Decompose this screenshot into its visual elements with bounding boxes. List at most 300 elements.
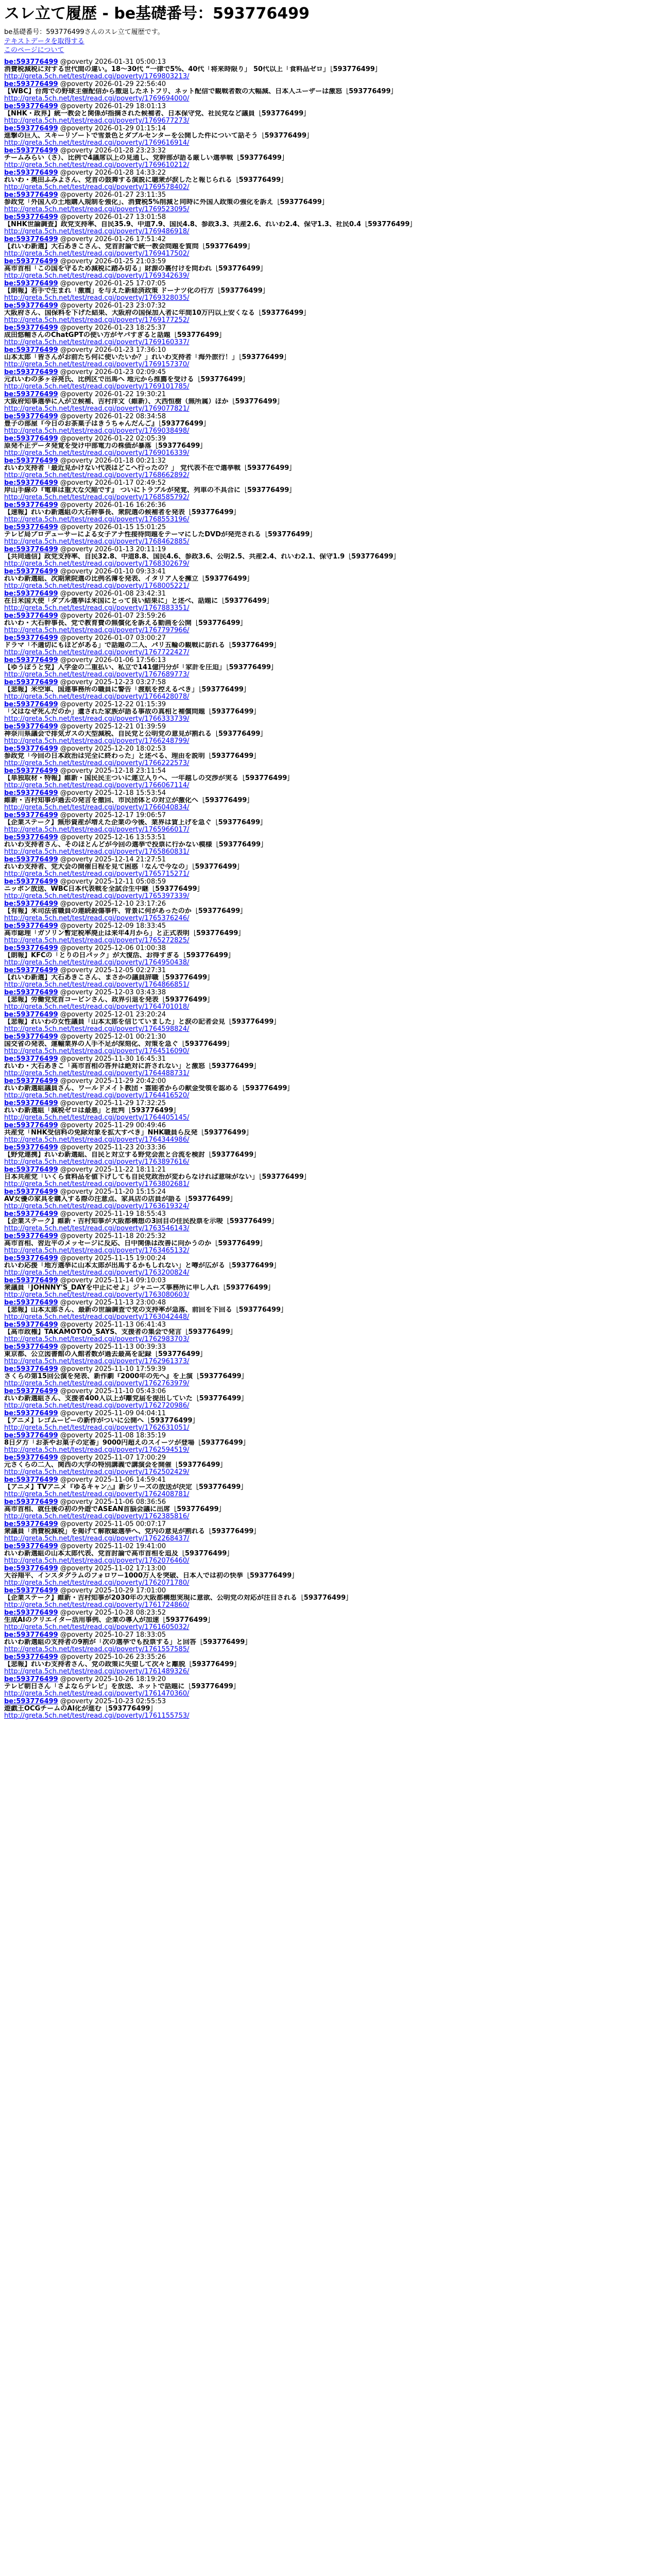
be-id-link[interactable]: be:593776499 <box>4 635 58 642</box>
thread-url-link[interactable]: http://greta.5ch.net/test/read.cgi/poverty/1765376246/ <box>4 914 190 922</box>
be-id-link[interactable]: be:593776499 <box>4 1521 58 1528</box>
be-id-link[interactable]: be:593776499 <box>4 125 58 132</box>
be-id-link[interactable]: be:593776499 <box>4 546 58 553</box>
be-id-link[interactable]: be:593776499 <box>4 1211 58 1218</box>
thread-url-link[interactable]: http://greta.5ch.net/test/read.cgi/poverty/1763619324/ <box>4 1202 190 1210</box>
board-name: @poverty <box>60 1166 93 1174</box>
thread-title: れいわ応援「地方選挙に山本太郎が出馬するかもしれない」と噂が広がる［593776499］ <box>4 1262 281 1269</box>
thread-url-link[interactable]: http://greta.5ch.net/test/read.cgi/poverty/1766333739/ <box>4 715 190 723</box>
thread-url-link[interactable]: http://greta.5ch.net/test/read.cgi/poverty/1764416520/ <box>4 1092 190 1099</box>
be-id-link[interactable]: be:593776499 <box>4 147 58 155</box>
be-id-link[interactable]: be:593776499 <box>4 325 58 332</box>
post-date: 2025-12-14 21:27:51 <box>95 856 166 863</box>
board-name: @poverty <box>60 1676 93 1683</box>
thread-entry <box>4 856 649 878</box>
thread-entry <box>4 1477 649 1499</box>
be-id-link[interactable]: be:593776499 <box>4 413 58 420</box>
post-date: 2026-01-18 00:21:32 <box>95 457 166 465</box>
be-id-link[interactable]: be:593776499 <box>4 1166 58 1174</box>
post-date: 2025-10-28 08:23:52 <box>95 1609 166 1617</box>
entry-header <box>4 1166 649 1174</box>
entry-header <box>4 878 649 886</box>
be-id-link[interactable]: be:593776499 <box>4 1056 58 1063</box>
thread-entry <box>4 125 649 147</box>
thread-title: れいわ支持者「最近見かけない代表はどこへ行ったの？」 党代表不在で選挙戦［593776499］ <box>4 465 296 472</box>
thread-entry <box>4 1632 649 1654</box>
thread-entry <box>4 1499 649 1521</box>
thread-url-link[interactable]: http://greta.5ch.net/test/read.cgi/poverty/1762385816/ <box>4 1513 190 1520</box>
post-date: 2025-11-22 18:11:21 <box>95 1166 166 1174</box>
be-id-link[interactable]: be:593776499 <box>4 768 58 775</box>
be-id-link[interactable]: be:593776499 <box>4 901 58 908</box>
thread-title: 高市総理「ガソリン暫定税率廃止は来年4月から」と正式表明［593776499］ <box>4 930 245 937</box>
entry-header <box>4 901 649 908</box>
thread-url-link[interactable]: http://greta.5ch.net/test/read.cgi/poverty/1762983703/ <box>4 1335 190 1343</box>
board-name: @poverty <box>60 59 93 66</box>
entry-header <box>4 1676 649 1683</box>
thread-url-link[interactable]: http://greta.5ch.net/test/read.cgi/poverty/1769101785/ <box>4 383 190 391</box>
thread-url-link[interactable]: http://greta.5ch.net/test/read.cgi/poverty/1761489326/ <box>4 1668 190 1675</box>
be-id-link[interactable]: be:593776499 <box>4 81 58 88</box>
thread-entry <box>4 524 649 546</box>
thread-url-link[interactable]: http://greta.5ch.net/test/read.cgi/poverty/1769016339/ <box>4 449 190 457</box>
thread-entry <box>4 878 649 901</box>
entry-header <box>4 1587 649 1595</box>
thread-entry <box>4 1676 649 1698</box>
thread-url-link[interactable]: http://greta.5ch.net/test/read.cgi/poverty/1766222573/ <box>4 759 190 767</box>
be-id-link[interactable]: be:593776499 <box>4 480 58 487</box>
thread-url-link[interactable]: http://greta.5ch.net/test/read.cgi/poverty/1761155753/ <box>4 1712 190 1720</box>
board-name: @poverty <box>60 590 93 598</box>
thread-url-link[interactable]: http://greta.5ch.net/test/read.cgi/poverty/1763802681/ <box>4 1180 190 1188</box>
be-id-link[interactable]: be:593776499 <box>4 878 58 886</box>
be-id-link[interactable]: be:593776499 <box>4 1632 58 1639</box>
be-id-link[interactable]: be:593776499 <box>4 989 58 996</box>
thread-url-link[interactable]: http://greta.5ch.net/test/read.cgi/poverty/1768005221/ <box>4 582 190 590</box>
thread-entry <box>4 170 649 192</box>
be-id-link[interactable]: be:593776499 <box>4 302 58 310</box>
entry-header <box>4 258 649 265</box>
be-id-link[interactable]: be:593776499 <box>4 1543 58 1550</box>
thread-url-link[interactable]: http://greta.5ch.net/test/read.cgi/poverty/1763042448/ <box>4 1313 190 1321</box>
thread-url-link[interactable]: http://greta.5ch.net/test/read.cgi/poverty/1764405145/ <box>4 1114 190 1122</box>
be-id-link[interactable]: be:593776499 <box>4 1189 58 1196</box>
thread-title: AV女優の家具を購入する際の注意点、家具店の店員が語る［593776499］ <box>4 1196 237 1203</box>
board-name: @poverty <box>60 657 93 664</box>
post-date: 2025-11-20 15:15:24 <box>95 1189 166 1196</box>
board-name: @poverty <box>60 945 93 952</box>
thread-title: チームみらい（さ）、比例で4議席以上の見通し、党幹部が語る厳しい選挙戦［593776499］ <box>4 155 288 162</box>
be-id-link[interactable]: be:593776499 <box>4 1654 58 1661</box>
post-date: 2025-12-09 18:33:45 <box>95 923 166 930</box>
entry-header <box>4 1144 649 1151</box>
thread-url-link[interactable]: http://greta.5ch.net/test/read.cgi/poverty/1764344986/ <box>4 1136 190 1144</box>
post-date: 2025-12-23 03:27:58 <box>95 679 166 686</box>
board-name: @poverty <box>60 1100 93 1107</box>
entry-header <box>4 1454 649 1462</box>
thread-entry <box>4 1698 649 1720</box>
thread-title: 【悲報】れいわ支持者さん、党の政策に失望して次々と離脱［593776499］ <box>4 1661 241 1668</box>
intro-links <box>4 37 649 55</box>
be-id-link[interactable]: be:593776499 <box>4 856 58 863</box>
thread-url-link[interactable]: http://greta.5ch.net/test/read.cgi/poverty/1762763979/ <box>4 1380 190 1387</box>
be-id-link[interactable]: be:593776499 <box>4 679 58 686</box>
entry-header <box>4 1432 649 1439</box>
entry-header <box>4 1189 649 1196</box>
thread-url-link[interactable]: http://greta.5ch.net/test/read.cgi/poverty/1765272825/ <box>4 937 190 944</box>
thread-entry <box>4 1321 649 1344</box>
thread-url-link[interactable]: http://greta.5ch.net/test/read.cgi/poverty/1762071780/ <box>4 1579 190 1587</box>
thread-url-link[interactable]: http://greta.5ch.net/test/read.cgi/poverty/1765860831/ <box>4 848 190 856</box>
entry-header <box>4 1499 649 1506</box>
post-date: 2026-01-23 02:09:45 <box>95 369 166 376</box>
board-name: @poverty <box>60 1609 93 1617</box>
be-id-link[interactable]: be:593776499 <box>4 967 58 974</box>
thread-entry <box>4 1543 649 1565</box>
be-id-link[interactable]: be:593776499 <box>4 834 58 841</box>
be-id-link[interactable]: be:593776499 <box>4 1344 58 1351</box>
be-id-link[interactable]: be:593776499 <box>4 1033 58 1041</box>
thread-title: 【アニメ】TVアニメ『ゆるキャン△』新シリーズの放送が決定［593776499］ <box>4 1484 248 1491</box>
thread-url-link[interactable]: http://greta.5ch.net/test/read.cgi/poverty/1769177252/ <box>4 316 190 324</box>
be-id-link[interactable]: be:593776499 <box>4 812 58 819</box>
be-id-link[interactable]: be:593776499 <box>4 214 58 221</box>
be-id-link[interactable]: be:593776499 <box>4 280 58 287</box>
thread-entry <box>4 192 649 214</box>
thread-url-link[interactable]: http://greta.5ch.net/test/read.cgi/poverty/1769694000/ <box>4 95 190 103</box>
thread-title: 維新・吉村知事が過去の発言を撤回、市民団体との対立が激化へ［593776499］ <box>4 797 254 804</box>
entry-header <box>4 347 649 354</box>
about-page-link[interactable]: このページについて <box>4 46 64 54</box>
post-date: 2025-12-18 15:53:54 <box>95 790 166 797</box>
be-id-link[interactable]: be:593776499 <box>4 1499 58 1506</box>
thread-url-link[interactable]: http://greta.5ch.net/test/read.cgi/poverty/1766428078/ <box>4 693 190 701</box>
be-id-link[interactable]: be:593776499 <box>4 457 58 465</box>
thread-url-link[interactable]: http://greta.5ch.net/test/read.cgi/poverty/1768553196/ <box>4 516 190 523</box>
be-id-link[interactable]: be:593776499 <box>4 192 58 199</box>
thread-url-link[interactable]: http://greta.5ch.net/test/read.cgi/poverty/1769077821/ <box>4 405 190 413</box>
entry-header <box>4 701 649 708</box>
thread-entry <box>4 147 649 170</box>
thread-title: 【NHK世論調査】政党支持率、自民35.9、中道7.9、国民4.8、参政3.3、共産2.6、れいわ2.4、保守1.3、社民0.4［593776499］ <box>4 221 417 228</box>
thread-entry <box>4 701 649 723</box>
thread-url-link[interactable]: http://greta.5ch.net/test/read.cgi/poverty/1769803213/ <box>4 73 190 80</box>
entry-header <box>4 945 649 952</box>
thread-entry <box>4 413 649 435</box>
entry-header <box>4 768 649 775</box>
be-id-link[interactable]: be:593776499 <box>4 568 58 575</box>
post-date: 2025-11-10 05:43:06 <box>95 1388 166 1395</box>
post-date: 2026-01-25 21:03:59 <box>95 258 166 265</box>
thread-url-link[interactable]: http://greta.5ch.net/test/read.cgi/poverty/1765715271/ <box>4 870 190 878</box>
thread-url-link[interactable]: http://greta.5ch.net/test/read.cgi/poverty/1764598824/ <box>4 1025 190 1033</box>
thread-entry <box>4 1255 649 1277</box>
be-id-link[interactable]: be:593776499 <box>4 1698 58 1705</box>
entry-header <box>4 1698 649 1705</box>
be-id-link[interactable]: be:593776499 <box>4 701 58 708</box>
board-name: @poverty <box>60 1654 93 1661</box>
thread-title: 成田悠輔さんのChatGPTの使い方がヤバすぎると話題［593776499］ <box>4 332 226 339</box>
thread-entry <box>4 457 649 480</box>
post-date: 2026-01-28 14:33:22 <box>95 170 166 177</box>
post-date: 2025-12-18 23:11:54 <box>95 768 166 775</box>
thread-url-link[interactable]: http://greta.5ch.net/test/read.cgi/poverty/1762076460/ <box>4 1557 190 1565</box>
thread-url-link[interactable]: http://greta.5ch.net/test/read.cgi/poverty/1767883351/ <box>4 604 190 612</box>
thread-entry <box>4 1299 649 1321</box>
be-id-link[interactable]: be:593776499 <box>4 790 58 797</box>
be-id-link[interactable]: be:593776499 <box>4 103 58 110</box>
entry-header <box>4 679 649 686</box>
thread-title: 【単独取材・特報】維新・国民民主ついに連立入りへ、一年越しの交渉が実る［593776499］ <box>4 775 294 782</box>
post-date: 2026-01-25 17:07:05 <box>95 280 166 287</box>
post-date: 2026-01-29 18:01:13 <box>95 103 166 110</box>
be-id-link[interactable]: be:593776499 <box>4 1233 58 1240</box>
thread-url-link[interactable]: http://greta.5ch.net/test/read.cgi/poverty/1766248799/ <box>4 737 190 745</box>
be-id-link[interactable]: be:593776499 <box>4 170 58 177</box>
entry-header <box>4 745 649 753</box>
thread-url-link[interactable]: http://greta.5ch.net/test/read.cgi/poverty/1762408781/ <box>4 1490 190 1498</box>
board-name: @poverty <box>60 923 93 930</box>
thread-title: 【速報】れいわ新選組の大石幹事長、衆院選の候補者を発表［593776499］ <box>4 509 240 516</box>
be-id-link[interactable]: be:593776499 <box>4 524 58 531</box>
post-date: 2025-12-20 18:02:53 <box>95 745 166 753</box>
entry-header <box>4 1609 649 1617</box>
thread-title: テレビ局プロデューサーによる女子アナ性接待問題をテーマにしたDVDが発売される［593776499］ <box>4 531 317 538</box>
post-date: 2025-12-05 02:27:31 <box>95 967 166 974</box>
thread-url-link[interactable]: http://greta.5ch.net/test/read.cgi/poverty/1763546143/ <box>4 1225 190 1232</box>
thread-url-link[interactable]: http://greta.5ch.net/test/read.cgi/poverty/1764488731/ <box>4 1070 190 1077</box>
be-id-link[interactable]: be:593776499 <box>4 1299 58 1307</box>
thread-title: 【朗報】KFCの「とりの日パック」が大復活、お得すぎる［593776499］ <box>4 952 235 959</box>
thread-url-link[interactable]: http://greta.5ch.net/test/read.cgi/poverty/1761605032/ <box>4 1623 190 1631</box>
thread-url-link[interactable]: http://greta.5ch.net/test/read.cgi/poverty/1769157370/ <box>4 361 190 368</box>
thread-entry <box>4 1078 649 1100</box>
entry-header <box>4 723 649 731</box>
entry-header <box>4 1033 649 1041</box>
entry-header <box>4 435 649 443</box>
thread-title: 【悲報】山本太郎さん、最新の世論調査で党の支持率が急落、前回を下回る［593776499］ <box>4 1307 288 1314</box>
thread-entry <box>4 1366 649 1388</box>
thread-url-link[interactable]: http://greta.5ch.net/test/read.cgi/poverty/1769160337/ <box>4 338 190 346</box>
entry-header <box>4 325 649 332</box>
get-text-data-link[interactable]: テキストデータを取得する <box>4 38 84 45</box>
be-id-link[interactable]: be:593776499 <box>4 502 58 509</box>
thread-title: れいわ新選組、次期衆院選の比例名簿を発表、イタリア人を擁立［593776499］ <box>4 575 254 583</box>
be-id-link[interactable]: be:593776499 <box>4 1277 58 1284</box>
thread-url-link[interactable]: http://greta.5ch.net/test/read.cgi/poverty/1767689773/ <box>4 671 190 679</box>
thread-url-link[interactable]: http://greta.5ch.net/test/read.cgi/poverty/1763200824/ <box>4 1269 190 1277</box>
post-date: 2025-11-13 23:00:48 <box>95 1299 166 1307</box>
be-id-link[interactable]: be:593776499 <box>4 723 58 731</box>
thread-title: れいわ新選組議員さん、ワールドメイト教団・霊能者からの献金受領を認める［593776499］ <box>4 1085 294 1092</box>
be-id-link[interactable]: be:593776499 <box>4 745 58 753</box>
be-id-link[interactable]: be:593776499 <box>4 1144 58 1151</box>
post-date: 2025-11-18 20:25:32 <box>95 1233 166 1240</box>
thread-url-link[interactable]: http://greta.5ch.net/test/read.cgi/poverty/1768585792/ <box>4 494 190 501</box>
thread-entry <box>4 214 649 236</box>
thread-url-link[interactable]: http://greta.5ch.net/test/read.cgi/poverty/1764950438/ <box>4 959 190 967</box>
thread-url-link[interactable]: http://greta.5ch.net/test/read.cgi/poverty/1769342639/ <box>4 272 190 280</box>
thread-url-link[interactable]: http://greta.5ch.net/test/read.cgi/poverty/1761557585/ <box>4 1646 190 1653</box>
be-id-link[interactable]: be:593776499 <box>4 657 58 664</box>
be-id-link[interactable]: be:593776499 <box>4 435 58 443</box>
board-name: @poverty <box>60 1587 93 1595</box>
board-name: @poverty <box>60 834 93 841</box>
post-date: 2025-12-03 03:43:38 <box>95 989 166 996</box>
thread-url-link[interactable]: http://greta.5ch.net/test/read.cgi/poverty/1769616914/ <box>4 139 190 147</box>
board-name: @poverty <box>60 745 93 753</box>
be-id-link[interactable]: be:593776499 <box>4 59 58 66</box>
thread-url-link[interactable]: http://greta.5ch.net/test/read.cgi/poverty/1769578402/ <box>4 183 190 191</box>
board-name: @poverty <box>60 147 93 155</box>
post-date: 2025-11-15 19:00:24 <box>95 1255 166 1262</box>
board-name: @poverty <box>60 568 93 575</box>
post-date: 2026-01-22 02:05:39 <box>95 435 166 443</box>
be-id-link[interactable]: be:593776499 <box>4 1078 58 1085</box>
be-id-link[interactable]: be:593776499 <box>4 1432 58 1439</box>
be-id-link[interactable]: be:593776499 <box>4 1321 58 1329</box>
thread-entry <box>4 1587 649 1609</box>
post-date: 2025-10-27 18:33:05 <box>95 1632 166 1639</box>
entry-header <box>4 369 649 376</box>
board-name: @poverty <box>60 967 93 974</box>
be-id-link[interactable]: be:593776499 <box>4 1255 58 1262</box>
thread-url-link[interactable]: http://greta.5ch.net/test/read.cgi/poverty/1766067114/ <box>4 782 190 789</box>
thread-url-link[interactable]: http://greta.5ch.net/test/read.cgi/poverty/1764866851/ <box>4 981 190 989</box>
be-id-link[interactable]: be:593776499 <box>4 258 58 265</box>
board-name: @poverty <box>60 258 93 265</box>
be-id-link[interactable]: be:593776499 <box>4 1609 58 1617</box>
post-date: 2026-01-06 17:56:13 <box>95 657 166 664</box>
thread-url-link[interactable]: http://greta.5ch.net/test/read.cgi/poverty/1767722427/ <box>4 649 190 656</box>
thread-url-link[interactable]: http://greta.5ch.net/test/read.cgi/poverty/1769610212/ <box>4 161 190 169</box>
thread-entry <box>4 1609 649 1632</box>
post-date: 2025-10-26 18:19:20 <box>95 1676 166 1683</box>
board-name: @poverty <box>60 103 93 110</box>
be-id-link[interactable]: be:593776499 <box>4 1676 58 1683</box>
board-name: @poverty <box>60 1233 93 1240</box>
thread-url-link[interactable]: http://greta.5ch.net/test/read.cgi/poverty/1762268437/ <box>4 1535 190 1543</box>
thread-url-link[interactable]: http://greta.5ch.net/test/read.cgi/poverty/1767797966/ <box>4 626 190 634</box>
entry-header <box>4 856 649 863</box>
board-name: @poverty <box>60 192 93 199</box>
entry-header <box>4 214 649 221</box>
be-id-link[interactable]: be:593776499 <box>4 1011 58 1019</box>
thread-title: 大阪府さん、国保料を下げた結果、大阪府の国保加入者に年間10万円以上安くなる［593776499］ <box>4 310 311 317</box>
be-id-link[interactable]: be:593776499 <box>4 1410 58 1417</box>
thread-title: 【WBC】台湾での野球主催配信から撤退したネトフリ、ネット配信で観戦者数の大幅減、日本人ユーザーは激怒［593776499］ <box>4 88 398 95</box>
board-name: @poverty <box>60 480 93 487</box>
entry-header <box>4 1321 649 1329</box>
be-id-link[interactable]: be:593776499 <box>4 590 58 598</box>
be-id-link[interactable]: be:593776499 <box>4 1100 58 1107</box>
entry-header <box>4 967 649 974</box>
be-id-link[interactable]: be:593776499 <box>4 613 58 620</box>
thread-url-link[interactable]: http://greta.5ch.net/test/read.cgi/poverty/1769038498/ <box>4 427 190 435</box>
be-id-link[interactable]: be:593776499 <box>4 1587 58 1595</box>
thread-url-link[interactable]: http://greta.5ch.net/test/read.cgi/poverty/1769486918/ <box>4 228 190 235</box>
post-date: 2026-01-26 17:51:42 <box>95 236 166 243</box>
entry-header <box>4 1011 649 1019</box>
be-id-link[interactable]: be:593776499 <box>4 1122 58 1129</box>
be-id-link[interactable]: be:593776499 <box>4 347 58 354</box>
post-date: 2025-11-09 04:04:11 <box>95 1410 166 1417</box>
board-name: @poverty <box>60 325 93 332</box>
thread-url-link[interactable]: http://greta.5ch.net/test/read.cgi/poverty/1762961373/ <box>4 1358 190 1365</box>
post-date: 2025-12-17 19:06:57 <box>95 812 166 819</box>
entry-header <box>4 103 649 110</box>
thread-url-link[interactable]: http://greta.5ch.net/test/read.cgi/poverty/1764516090/ <box>4 1047 190 1055</box>
board-name: @poverty <box>60 1499 93 1506</box>
be-id-link[interactable]: be:593776499 <box>4 391 58 398</box>
thread-url-link[interactable]: http://greta.5ch.net/test/read.cgi/poverty/1765966017/ <box>4 826 190 834</box>
be-id-link[interactable]: be:593776499 <box>4 369 58 376</box>
be-id-link[interactable]: be:593776499 <box>4 236 58 243</box>
thread-url-link[interactable]: http://greta.5ch.net/test/read.cgi/poverty/1764701018/ <box>4 1003 190 1011</box>
be-id-link[interactable]: be:593776499 <box>4 1565 58 1572</box>
thread-url-link[interactable]: http://greta.5ch.net/test/read.cgi/poverty/1762502429/ <box>4 1468 190 1476</box>
entry-header <box>4 1078 649 1085</box>
thread-url-link[interactable]: http://greta.5ch.net/test/read.cgi/poverty/1762594519/ <box>4 1446 190 1454</box>
thread-url-link[interactable]: http://greta.5ch.net/test/read.cgi/poverty/1761470360/ <box>4 1690 190 1698</box>
entry-header <box>4 1543 649 1550</box>
thread-url-link[interactable]: http://greta.5ch.net/test/read.cgi/poverty/1765397339/ <box>4 892 190 900</box>
post-date: 2026-01-07 23:59:26 <box>95 613 166 620</box>
post-date: 2026-01-16 16:26:36 <box>95 502 166 509</box>
thread-title: 「父はなぜ死んだのか」遺された家族が語る事故の真相と補償問題［593776499］ <box>4 708 261 716</box>
thread-url-link[interactable]: http://greta.5ch.net/test/read.cgi/poverty/1768302679/ <box>4 560 190 568</box>
be-id-link[interactable]: be:593776499 <box>4 923 58 930</box>
thread-entry <box>4 768 649 790</box>
be-id-link[interactable]: be:593776499 <box>4 1388 58 1395</box>
board-name: @poverty <box>60 1632 93 1639</box>
thread-entry <box>4 1189 649 1211</box>
entry-header <box>4 812 649 819</box>
thread-entry <box>4 1654 649 1676</box>
thread-url-link[interactable]: http://greta.5ch.net/test/read.cgi/poverty/1763465132/ <box>4 1247 190 1255</box>
thread-entry <box>4 59 649 81</box>
thread-url-link[interactable]: http://greta.5ch.net/test/read.cgi/poverty/1769523095/ <box>4 206 190 213</box>
be-id-link[interactable]: be:593776499 <box>4 945 58 952</box>
entry-header <box>4 1299 649 1307</box>
thread-url-link[interactable]: http://greta.5ch.net/test/read.cgi/poverty/1763080603/ <box>4 1291 190 1299</box>
thread-url-link[interactable]: http://greta.5ch.net/test/read.cgi/poverty/1762720986/ <box>4 1402 190 1410</box>
entry-header <box>4 1344 649 1351</box>
be-id-link[interactable]: be:593776499 <box>4 1366 58 1373</box>
be-id-link[interactable]: be:593776499 <box>4 1477 58 1484</box>
thread-url-link[interactable]: http://greta.5ch.net/test/read.cgi/poverty/1769677273/ <box>4 117 190 125</box>
board-name: @poverty <box>60 1432 93 1439</box>
thread-title: 山本太郎「皆さんがお前たち何に使いたいか？」れいわ支持者「海外旅行！」［593776499］ <box>4 354 290 361</box>
thread-url-link[interactable]: http://greta.5ch.net/test/read.cgi/poverty/1769417502/ <box>4 250 190 258</box>
post-date: 2025-10-23 02:55:53 <box>95 1698 166 1705</box>
thread-url-link[interactable]: http://greta.5ch.net/test/read.cgi/poverty/1768462885/ <box>4 538 190 546</box>
thread-url-link[interactable]: http://greta.5ch.net/test/read.cgi/poverty/1762631051/ <box>4 1424 190 1432</box>
thread-url-link[interactable]: http://greta.5ch.net/test/read.cgi/poverty/1769328035/ <box>4 294 190 302</box>
thread-title: 大阪府知事選挙に入が立候補、吉村洋文（維新）、大西恒樹（無所属）ほか［593776499］ <box>4 398 284 405</box>
entry-header <box>4 1477 649 1484</box>
entry-header <box>4 236 649 243</box>
entry-header <box>4 546 649 553</box>
thread-title: 消費税減税に対する世代間の違い。18〜30代 “一律で5%、40代「将来時限り」 50代以上「食料品ゼロ」［593776499］ <box>4 66 382 73</box>
thread-url-link[interactable]: http://greta.5ch.net/test/read.cgi/poverty/1763897616/ <box>4 1158 190 1166</box>
thread-title: れいわ・大石幹事長、党で教育費の無償化を訴える動画を公開［593776499］ <box>4 620 247 627</box>
be-id-link[interactable]: be:593776499 <box>4 1454 58 1462</box>
thread-url-link[interactable]: http://greta.5ch.net/test/read.cgi/poverty/1761724860/ <box>4 1601 190 1609</box>
thread-url-link[interactable]: http://greta.5ch.net/test/read.cgi/poverty/1768662892/ <box>4 471 190 479</box>
thread-url-link[interactable]: http://greta.5ch.net/test/read.cgi/poverty/1766040834/ <box>4 804 190 811</box>
entry-header <box>4 502 649 509</box>
